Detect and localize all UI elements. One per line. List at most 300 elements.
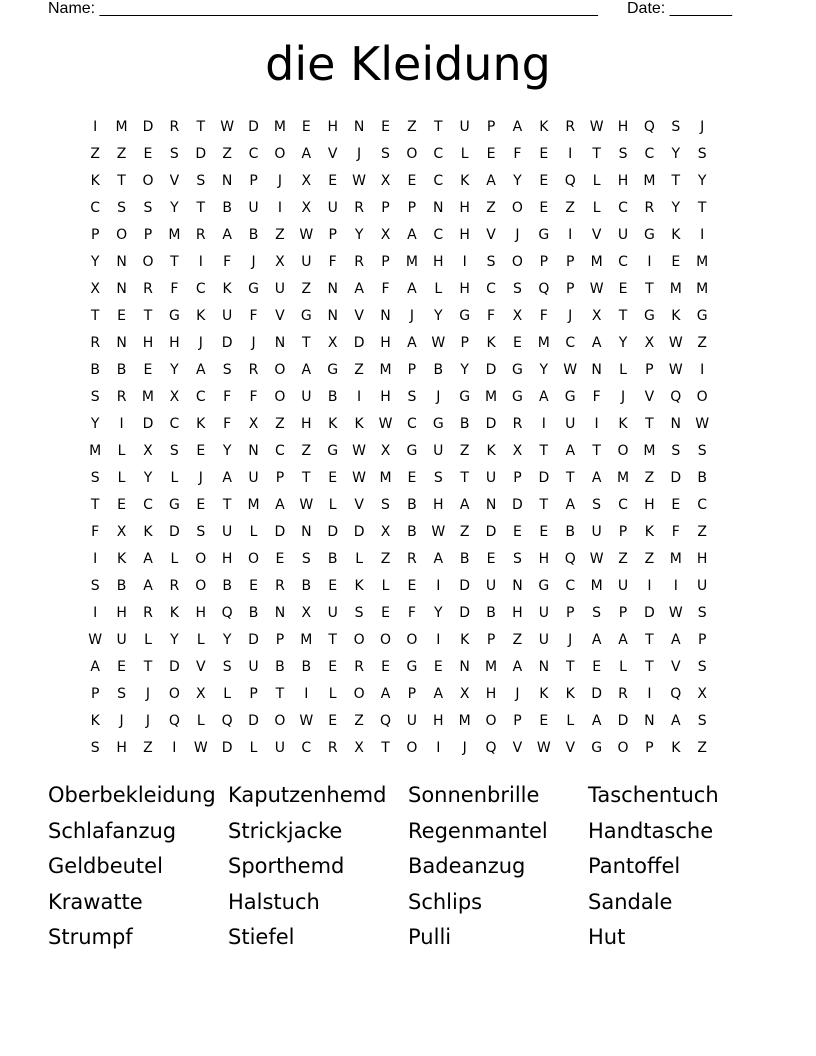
grid-letter: B (565, 524, 576, 540)
grid-letter: C (433, 146, 444, 162)
grid-letter: X (90, 281, 100, 297)
grid-letter: U (222, 308, 233, 324)
grid-letter: A (143, 578, 153, 594)
grid-letter: R (169, 578, 180, 594)
grid-letter: N (116, 281, 127, 297)
grid-letter: B (248, 227, 259, 243)
grid-letter: N (301, 524, 312, 540)
grid-row (82, 438, 742, 465)
grid-letter: V (354, 308, 364, 324)
grid-letter: I (93, 119, 98, 135)
grid-letter: M (247, 497, 260, 513)
grid-letter: I (647, 686, 652, 702)
grid-letter: J (620, 389, 626, 405)
grid-letter: E (117, 659, 127, 675)
grid-letter: Z (275, 227, 285, 243)
grid-letter: Z (354, 362, 364, 378)
grid-letter: G (512, 362, 523, 378)
grid-letter: R (354, 254, 364, 270)
grid-letter: A (222, 470, 232, 486)
grid-letter: K (169, 605, 179, 621)
grid-letter: L (144, 632, 152, 648)
grid-letter: M (141, 389, 155, 405)
word-list-item: Pulli (408, 925, 452, 949)
grid-letter: F (487, 308, 496, 324)
grid-letter: E (301, 119, 311, 135)
grid-letter: E (539, 713, 549, 729)
grid-letter: U (301, 389, 312, 405)
grid-letter: N (538, 659, 550, 675)
grid-letter: A (407, 281, 417, 297)
word-list-item: Geldbeutel (48, 854, 163, 878)
grid-letter: S (697, 146, 707, 162)
grid-letter: M (669, 551, 682, 567)
grid-letter: N (380, 308, 391, 324)
grid-letter: E (143, 362, 153, 378)
grid-letter: E (328, 659, 338, 675)
grid-letter: O (406, 632, 418, 648)
grid-letter: B (407, 524, 417, 540)
grid-letter: R (169, 119, 180, 135)
grid-letter: X (512, 308, 523, 324)
grid-letter: R (644, 200, 655, 216)
grid-letter: U (485, 470, 497, 486)
grid-letter: F (328, 254, 337, 270)
grid-letter: F (671, 524, 680, 540)
grid-letter: M (379, 362, 392, 378)
grid-letter: W (88, 632, 103, 648)
grid-row (82, 195, 742, 222)
grid-letter: U (301, 254, 312, 270)
grid-letter: Y (143, 470, 153, 486)
grid-letter: B (301, 659, 312, 675)
grid-letter: L (619, 659, 627, 675)
grid-letter: H (459, 227, 470, 243)
grid-letter: O (274, 362, 286, 378)
grid-letter: D (353, 524, 365, 540)
grid-letter: O (142, 173, 154, 189)
grid-letter: M (643, 173, 656, 189)
grid-letter: V (671, 659, 681, 675)
grid-letter: E (196, 443, 206, 459)
grid-letter: D (327, 524, 339, 540)
grid-letter: I (647, 254, 652, 270)
grid-letter: J (436, 389, 441, 405)
grid-letter: G (538, 227, 550, 243)
grid-letter: Z (301, 443, 312, 459)
grid-letter: T (170, 254, 179, 270)
grid-letter: P (381, 254, 390, 270)
grid-letter: X (301, 173, 312, 189)
grid-letter: Z (618, 551, 628, 567)
grid-letter: R (143, 281, 153, 297)
grid-letter: G (327, 443, 339, 459)
grid-letter: E (275, 551, 285, 567)
grid-letter: A (565, 497, 576, 513)
page-title: die Kleidung (265, 37, 551, 91)
grid-letter: U (617, 227, 629, 243)
grid-letter: C (697, 497, 708, 513)
grid-letter: A (565, 443, 576, 459)
grid-letter: Q (221, 713, 233, 729)
grid-letter: W (563, 362, 578, 378)
grid-letter: F (223, 416, 232, 432)
grid-letter: K (539, 686, 549, 702)
grid-letter: J (198, 335, 203, 351)
grid-row (82, 600, 742, 627)
grid-row (82, 735, 742, 762)
word-list (48, 778, 768, 956)
grid-letter: J (251, 335, 256, 351)
grid-letter: I (647, 578, 652, 594)
word-list-item: Schlips (408, 889, 483, 914)
grid-letter: H (617, 119, 629, 135)
word-list-item: Regenmantel (408, 818, 548, 843)
grid-letter: M (485, 659, 498, 675)
grid-letter: S (618, 146, 628, 162)
grid-letter: U (591, 524, 602, 540)
grid-letter: A (143, 551, 153, 567)
grid-letter: E (592, 659, 602, 675)
grid-letter: B (433, 362, 444, 378)
grid-row (82, 627, 742, 654)
grid-letter: E (381, 659, 390, 675)
grid-letter: O (142, 254, 154, 270)
grid-letter: O (248, 551, 260, 567)
word-list-item: Halstuch (228, 889, 320, 914)
grid-letter: O (195, 551, 207, 567)
grid-letter: X (116, 524, 127, 540)
grid-letter: L (328, 686, 337, 702)
grid-letter: D (274, 524, 286, 540)
grid-letter: H (459, 281, 470, 297)
word-list-item: Krawatte (48, 889, 143, 914)
grid-letter: J (568, 308, 573, 324)
grid-letter: O (168, 686, 180, 702)
grid-letter: I (119, 416, 124, 432)
grid-letter: T (460, 470, 469, 486)
grid-letter: S (222, 659, 232, 675)
grid-letter: E (381, 605, 390, 621)
grid-letter: D (221, 335, 233, 351)
grid-letter: H (485, 686, 497, 702)
grid-letter: O (379, 632, 391, 648)
grid-letter: Z (380, 551, 391, 567)
grid-letter: L (196, 632, 205, 648)
grid-letter: E (486, 146, 496, 162)
grid-letter: F (539, 308, 548, 324)
letter-grid (82, 114, 742, 762)
grid-letter: O (485, 713, 497, 729)
grid-letter: P (539, 254, 549, 270)
grid-letter: H (644, 497, 655, 513)
grid-letter: U (274, 740, 286, 756)
grid-letter: H (512, 605, 523, 621)
grid-letter: B (486, 605, 496, 621)
grid-letter: Q (168, 713, 180, 729)
grid-letter: K (354, 578, 364, 594)
grid-letter: X (591, 308, 602, 324)
grid-letter: Z (697, 335, 707, 351)
grid-letter: M (537, 335, 550, 351)
grid-letter: E (143, 146, 153, 162)
grid-letter: E (117, 497, 127, 513)
grid-letter: I (172, 740, 177, 756)
grid-letter: L (434, 281, 443, 297)
grid-letter: H (301, 416, 312, 432)
grid-letter: R (565, 119, 576, 135)
grid-letter: P (513, 713, 522, 729)
grid-letter: B (275, 659, 285, 675)
grid-letter: U (433, 443, 444, 459)
grid-letter: G (406, 659, 418, 675)
grid-letter: A (301, 362, 312, 378)
grid-letter: J (198, 470, 203, 486)
grid-letter: H (380, 335, 391, 351)
grid-letter: D (644, 605, 655, 621)
grid-letter: B (697, 470, 707, 486)
grid-letter: J (145, 686, 151, 702)
grid-letter: P (143, 227, 153, 243)
grid-letter: X (143, 443, 153, 459)
grid-letter: L (196, 713, 205, 729)
grid-letter: M (89, 443, 102, 459)
grid-letter: D (485, 362, 497, 378)
grid-row (82, 492, 742, 519)
word-list-item: Schlafanzug (48, 818, 177, 843)
grid-letter: H (221, 551, 233, 567)
grid-letter: X (169, 389, 180, 405)
grid-letter: K (486, 335, 496, 351)
grid-letter: Z (275, 416, 285, 432)
grid-letter: Z (459, 524, 470, 540)
grid-letter: I (436, 632, 441, 648)
grid-letter: I (541, 416, 546, 432)
grid-letter: M (300, 632, 313, 648)
grid-letter: D (459, 605, 471, 621)
grid-letter: X (354, 740, 364, 756)
grid-letter: L (170, 551, 179, 567)
grid-letter: K (671, 308, 681, 324)
grid-letter: K (328, 416, 338, 432)
grid-row (82, 168, 742, 195)
grid-letter: V (591, 227, 602, 243)
grid-letter: F (170, 281, 179, 297)
grid-letter: H (116, 605, 127, 621)
grid-letter: E (407, 578, 417, 594)
grid-letter: Y (433, 605, 443, 621)
grid-letter: G (696, 308, 708, 324)
grid-letter: E (539, 524, 549, 540)
grid-letter: Q (643, 119, 655, 135)
word-list-item: Handtasche (588, 818, 714, 843)
grid-letter: P (486, 119, 496, 135)
grid-letter: U (459, 119, 470, 135)
grid-letter: W (193, 740, 208, 756)
word-list-item: Hut (588, 925, 626, 949)
grid-letter: E (381, 119, 390, 135)
grid-letter: D (248, 713, 259, 729)
grid-letter: P (249, 173, 258, 189)
grid-letter: Y (170, 362, 179, 378)
grid-letter: H (696, 551, 708, 567)
grid-letter: T (433, 119, 443, 135)
grid-letter: P (90, 686, 100, 702)
grid-letter: C (248, 146, 259, 162)
grid-letter: Y (90, 254, 100, 270)
grid-letter: C (195, 281, 206, 297)
grid-letter: X (644, 335, 655, 351)
grid-letter: T (592, 146, 601, 162)
grid-letter: A (618, 632, 628, 648)
grid-letter: I (277, 200, 282, 216)
grid-letter: S (433, 470, 443, 486)
grid-letter: L (592, 200, 601, 216)
grid-letter: X (380, 443, 391, 459)
grid-letter: S (697, 443, 707, 459)
grid-letter: C (195, 389, 206, 405)
grid-letter: C (565, 335, 576, 351)
grid-letter: U (697, 578, 708, 594)
grid-letter: J (145, 713, 151, 729)
grid-letter: T (381, 740, 390, 756)
grid-letter: K (486, 443, 496, 459)
grid-letter: L (619, 362, 627, 378)
grid-letter: N (670, 416, 682, 432)
grid-letter: O (617, 443, 629, 459)
grid-letter: S (592, 605, 602, 621)
grid-letter: E (407, 470, 417, 486)
grid-letter: G (248, 281, 259, 297)
grid-letter: S (196, 524, 206, 540)
grid-letter: B (301, 578, 312, 594)
grid-letter: S (486, 254, 496, 270)
grid-letter: U (485, 578, 497, 594)
grid-letter: H (433, 713, 444, 729)
grid-letter: M (696, 254, 709, 270)
grid-letter: Y (618, 335, 628, 351)
grid-letter: D (168, 659, 180, 675)
grid-letter: R (618, 686, 628, 702)
grid-letter: W (431, 524, 446, 540)
grid-letter: R (407, 551, 417, 567)
grid-letter: O (617, 740, 629, 756)
grid-letter: A (407, 227, 417, 243)
grid-letter: G (327, 362, 339, 378)
grid-letter: T (117, 173, 126, 189)
grid-letter: I (462, 254, 467, 270)
grid-row (82, 546, 742, 573)
grid-row (82, 708, 742, 735)
grid-letter: A (671, 713, 681, 729)
grid-letter: T (618, 308, 628, 324)
grid-letter: G (643, 227, 655, 243)
grid-letter: D (512, 497, 523, 513)
grid-letter: C (486, 281, 496, 297)
grid-letter: K (460, 173, 470, 189)
grid-letter: O (195, 578, 207, 594)
grid-letter: T (539, 443, 549, 459)
grid-letter: D (353, 335, 365, 351)
grid-letter: K (222, 281, 232, 297)
grid-letter: C (618, 254, 628, 270)
grid-letter: Z (354, 713, 364, 729)
grid-letter: N (274, 605, 286, 621)
grid-letter: U (327, 605, 338, 621)
grid-letter: O (274, 146, 286, 162)
grid-letter: V (169, 173, 180, 189)
grid-letter: J (119, 713, 124, 729)
grid-letter: Y (671, 200, 681, 216)
grid-letter: G (168, 308, 180, 324)
grid-letter: T (565, 470, 575, 486)
grid-letter: Z (644, 470, 655, 486)
grid-letter: Q (379, 713, 391, 729)
grid-letter: T (90, 497, 100, 513)
grid-letter: D (168, 524, 180, 540)
grid-letter: L (170, 470, 179, 486)
grid-letter: M (405, 254, 418, 270)
grid-letter: L (381, 578, 390, 594)
grid-letter: L (249, 740, 258, 756)
grid-letter: Q (538, 281, 550, 297)
grid-letter: A (671, 632, 681, 648)
grid-row (82, 654, 742, 681)
word-list-item: Sandale (588, 889, 673, 914)
word-list-item: Sonnenbrille (408, 783, 540, 807)
grid-letter: H (169, 335, 180, 351)
grid-letter: Q (485, 740, 497, 756)
grid-letter: X (327, 335, 338, 351)
grid-letter: P (645, 740, 654, 756)
grid-letter: T (302, 470, 311, 486)
grid-letter: D (221, 740, 233, 756)
grid-letter: B (459, 551, 470, 567)
grid-letter: S (381, 497, 390, 513)
grid-letter: O (353, 632, 365, 648)
grid-letter: A (539, 389, 549, 405)
grid-letter: E (671, 497, 681, 513)
grid-letter: T (275, 686, 285, 702)
grid-letter: K (196, 416, 206, 432)
word-list-item: Stiefel (228, 925, 295, 949)
grid-letter: L (117, 470, 126, 486)
grid-letter: T (143, 659, 153, 675)
grid-letter: C (618, 200, 628, 216)
grid-letter: O (274, 389, 286, 405)
grid-letter: Z (697, 740, 707, 756)
grid-letter: F (223, 254, 232, 270)
grid-letter: V (512, 740, 523, 756)
grid-letter: V (275, 308, 285, 324)
grid-letter: Q (670, 686, 682, 702)
grid-letter: C (301, 740, 312, 756)
grid-letter: P (275, 470, 285, 486)
grid-letter: J (357, 146, 362, 162)
grid-letter: Y (697, 173, 707, 189)
grid-letter: M (273, 119, 286, 135)
grid-letter: B (222, 578, 232, 594)
grid-letter: X (697, 686, 707, 702)
grid-letter: N (248, 443, 259, 459)
grid-letter: A (407, 335, 417, 351)
grid-letter: S (513, 551, 522, 567)
grid-letter: J (568, 632, 573, 648)
grid-letter: F (249, 308, 258, 324)
date-label: Date: _______ (627, 0, 732, 17)
grid-letter: U (248, 470, 259, 486)
grid-letter: U (327, 200, 338, 216)
